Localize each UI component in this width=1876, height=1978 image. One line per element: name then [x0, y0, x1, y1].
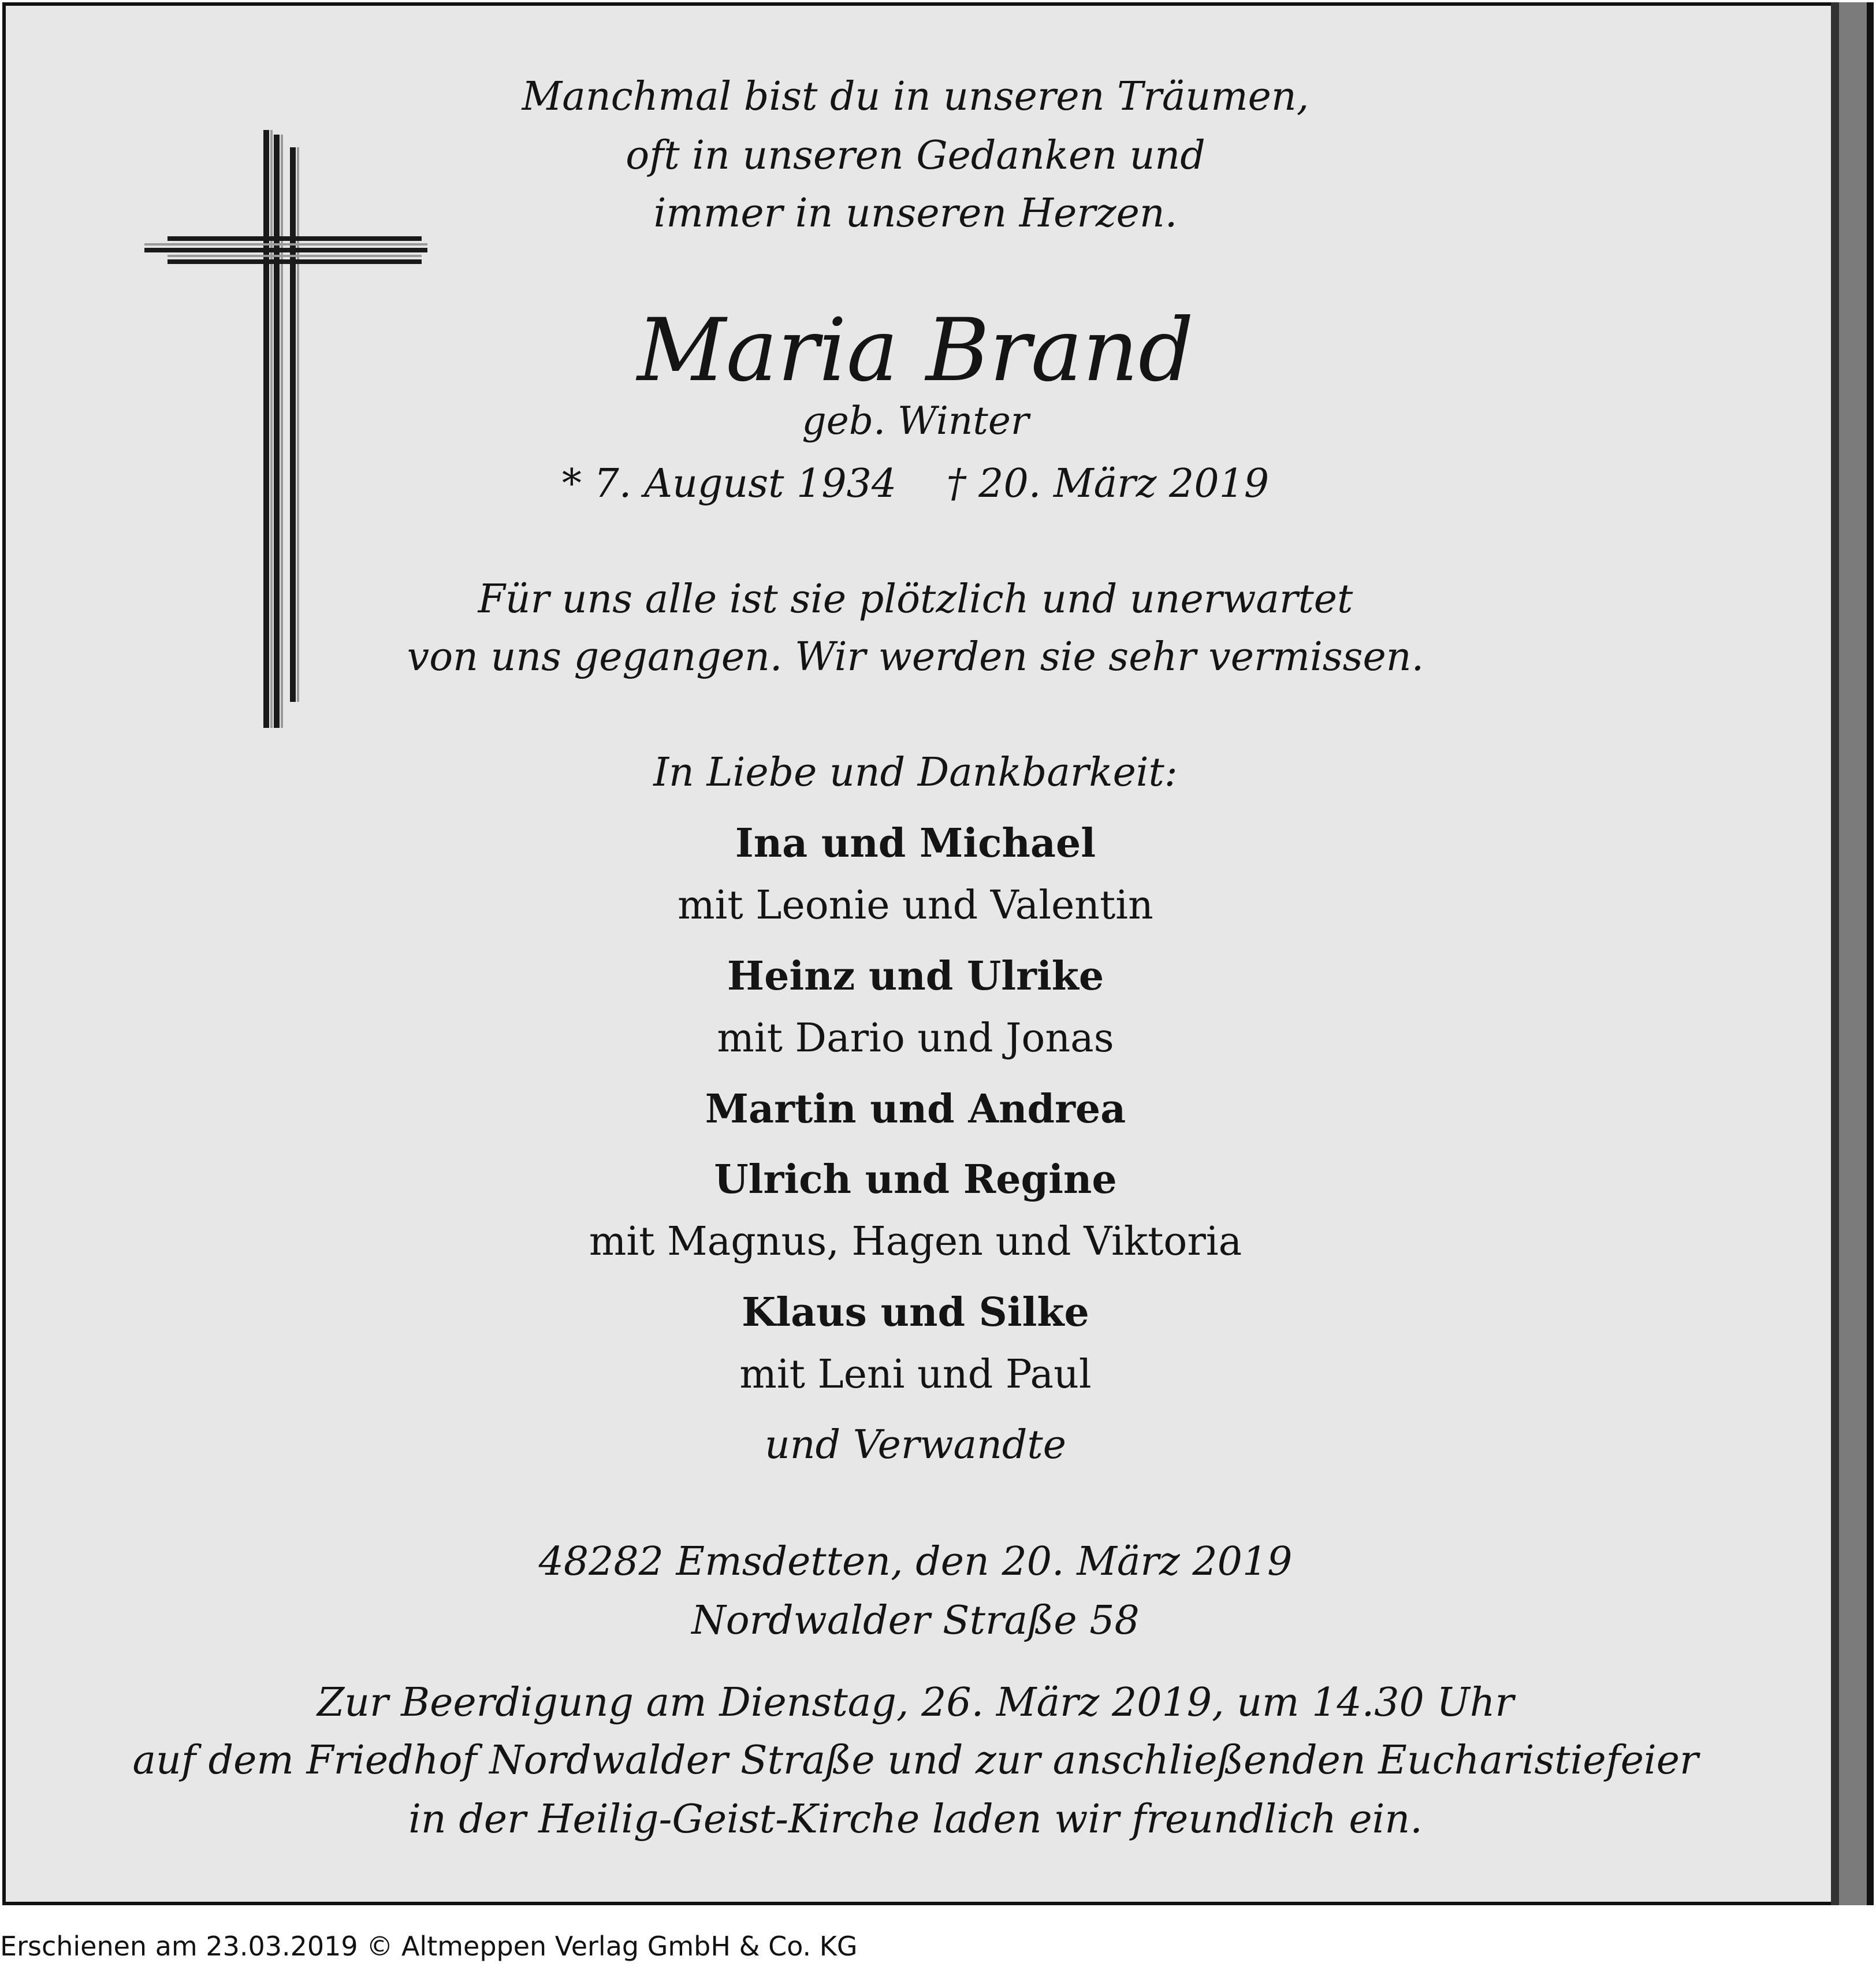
address-line-2: Nordwalder Straße 58	[691, 1598, 1140, 1644]
relatives: und Verwandte	[765, 1422, 1066, 1468]
poem-line-1: Manchmal bist du in unseren Träumen,	[522, 74, 1309, 120]
mourner-children: mit Magnus, Hagen und Viktoria	[589, 1219, 1242, 1265]
mourners-intro: In Liebe und Dankbarkeit:	[653, 750, 1178, 795]
poem-line-2: oft in unseren Gedanken und	[626, 133, 1205, 179]
mourner-children: mit Dario und Jonas	[717, 1016, 1114, 1061]
address-line-1: 48282 Emsdetten, den 20. März 2019	[538, 1539, 1293, 1585]
mourner-names: Ina und Michael	[735, 820, 1096, 867]
mourner-children: mit Leonie und Valentin	[678, 883, 1153, 928]
maiden-name: geb. Winter	[802, 399, 1029, 443]
right-edge-gap	[1839, 2, 1867, 1905]
mourner-names: Klaus und Silke	[742, 1289, 1089, 1336]
funeral-line-3: in der Heilig-Geist-Kirche laden wir freundlich ein.	[408, 1797, 1423, 1842]
deceased-name: Maria Brand	[637, 300, 1194, 401]
poem-line-3: immer in unseren Herzen.	[653, 191, 1178, 236]
right-edge-bar-outer	[1867, 2, 1874, 1905]
message-line-1: Für uns alle ist sie plötzlich und unerwartet	[478, 577, 1353, 622]
funeral-line-2: auf dem Friedhof Nordwalder Straße und zur anschließenden Eucharistiefeier	[132, 1738, 1699, 1783]
right-edge-bar-inner	[1831, 2, 1839, 1905]
mourner-names: Martin und Andrea	[705, 1086, 1126, 1132]
message-line-2: von uns gegangen. Wir werden sie sehr vermissen.	[407, 634, 1424, 680]
mourner-children: mit Leni und Paul	[739, 1352, 1092, 1397]
publication-footer: Erschienen am 23.03.2019 © Altmeppen Verlag GmbH & Co. KG	[0, 1931, 858, 1962]
life-dates: * 7. August 1934 † 20. März 2019	[561, 461, 1270, 507]
funeral-line-1: Zur Beerdigung am Dienstag, 26. März 2019, um 14.30 Uhr	[317, 1680, 1514, 1726]
mourner-names: Heinz und Ulrike	[727, 953, 1104, 999]
mourner-names: Ulrich und Regine	[714, 1157, 1117, 1203]
